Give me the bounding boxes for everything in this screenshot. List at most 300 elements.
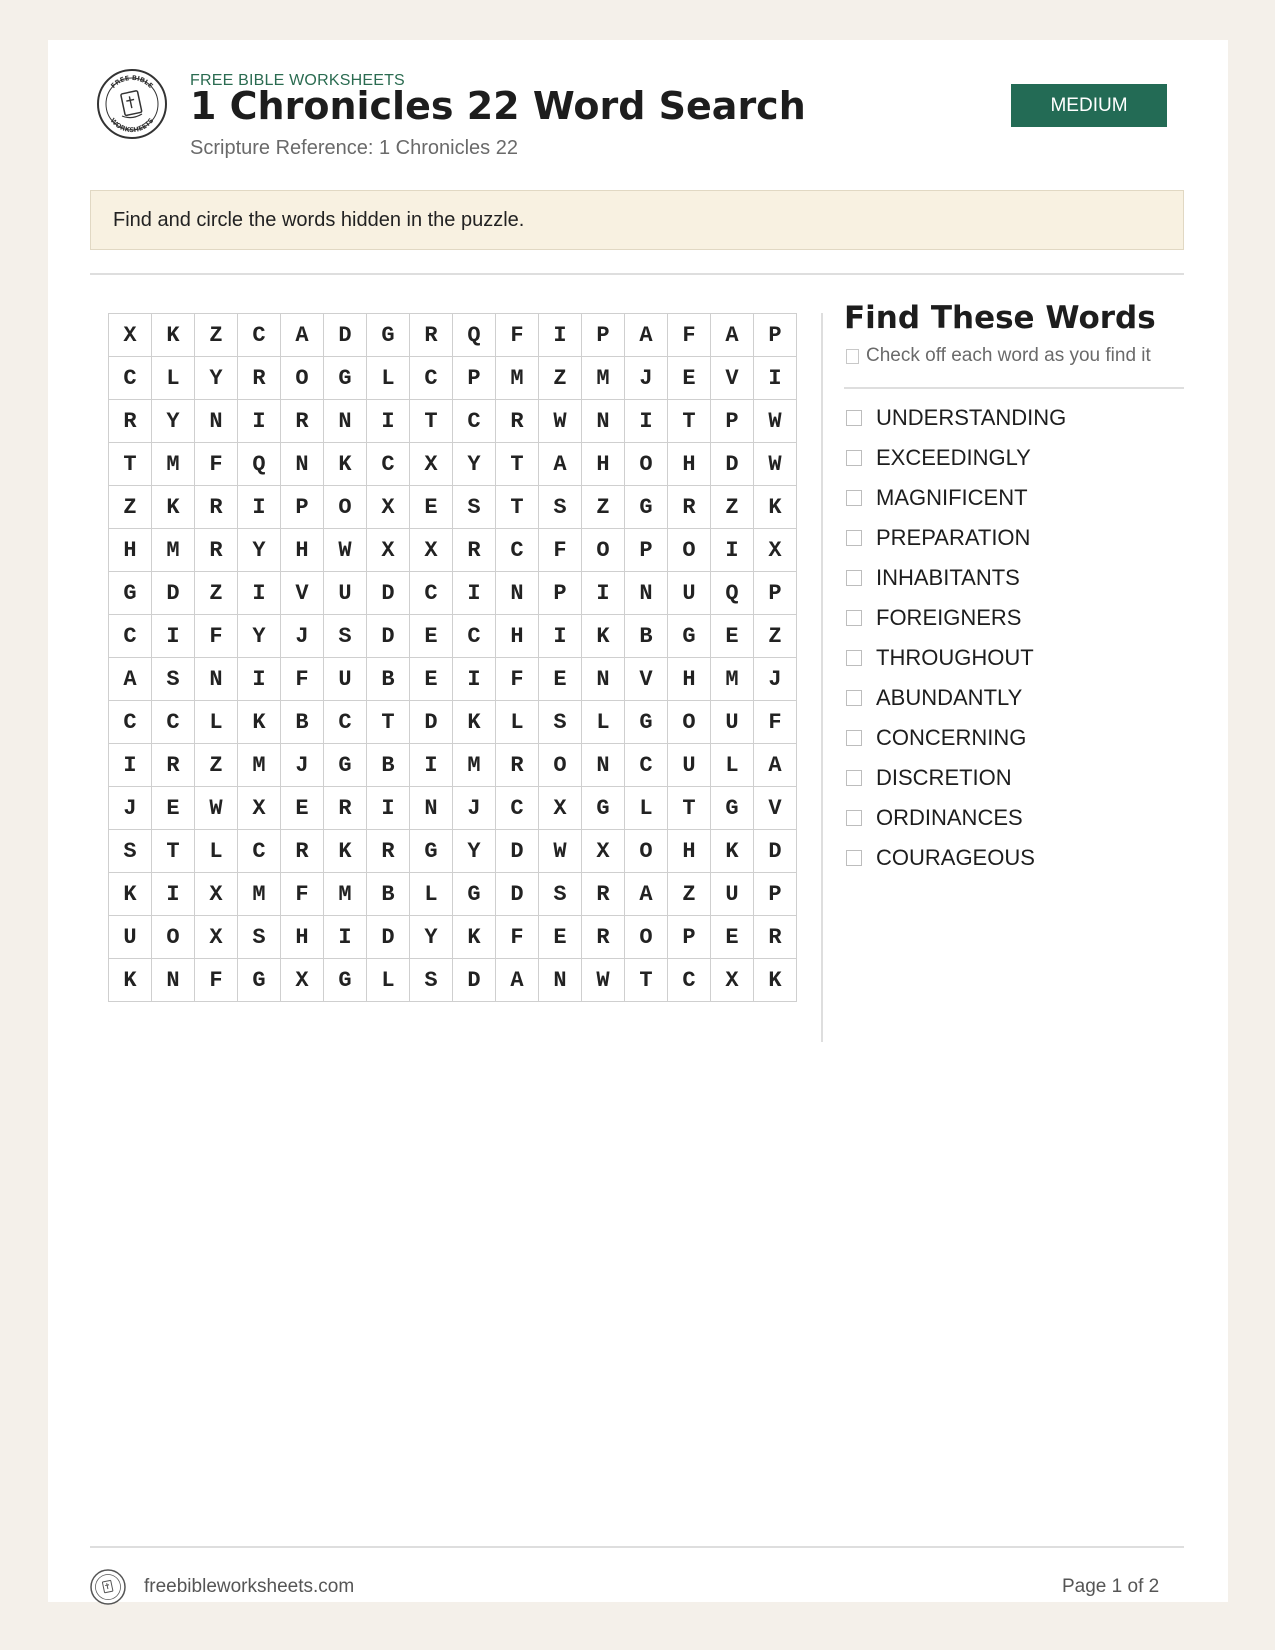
grid-cell[interactable]: O bbox=[625, 916, 668, 959]
grid-row bbox=[109, 744, 797, 787]
grid-cell[interactable]: N bbox=[195, 658, 238, 701]
grid-cell[interactable]: S bbox=[453, 486, 496, 529]
grid-cell[interactable]: P bbox=[754, 572, 797, 615]
grid-cell[interactable]: N bbox=[152, 959, 195, 1002]
grid-cell[interactable]: M bbox=[152, 443, 195, 486]
grid-cell[interactable]: K bbox=[711, 830, 754, 873]
grid-cell[interactable]: I bbox=[238, 572, 281, 615]
grid-cell[interactable]: G bbox=[668, 615, 711, 658]
grid-cell[interactable]: M bbox=[152, 529, 195, 572]
grid-cell[interactable]: B bbox=[367, 744, 410, 787]
grid-cell[interactable]: T bbox=[496, 443, 539, 486]
word-item[interactable] bbox=[844, 558, 1066, 598]
grid-cell[interactable]: F bbox=[195, 443, 238, 486]
grid-cell[interactable]: M bbox=[238, 744, 281, 787]
grid-cell[interactable]: L bbox=[711, 744, 754, 787]
grid-cell[interactable]: M bbox=[238, 873, 281, 916]
grid-cell[interactable]: I bbox=[410, 744, 453, 787]
grid-cell[interactable]: E bbox=[711, 615, 754, 658]
grid-cell[interactable]: P bbox=[711, 400, 754, 443]
grid-cell[interactable]: Z bbox=[195, 572, 238, 615]
grid-cell[interactable]: Q bbox=[711, 572, 754, 615]
grid-cell[interactable]: K bbox=[324, 443, 367, 486]
grid-cell[interactable]: I bbox=[324, 916, 367, 959]
checkbox-icon bbox=[846, 349, 859, 364]
grid-cell[interactable]: R bbox=[582, 916, 625, 959]
grid-cell[interactable]: C bbox=[324, 701, 367, 744]
grid-cell[interactable]: D bbox=[453, 959, 496, 1002]
grid-cell[interactable]: C bbox=[453, 615, 496, 658]
grid-cell[interactable]: D bbox=[754, 830, 797, 873]
grid-cell[interactable]: F bbox=[281, 658, 324, 701]
grid-cell[interactable]: W bbox=[539, 830, 582, 873]
word-checkbox[interactable] bbox=[846, 490, 862, 506]
grid-cell[interactable]: C bbox=[496, 529, 539, 572]
grid-cell[interactable]: I bbox=[152, 873, 195, 916]
grid-cell[interactable]: F bbox=[195, 615, 238, 658]
grid-cell[interactable]: U bbox=[668, 572, 711, 615]
grid-cell[interactable]: P bbox=[754, 314, 797, 357]
grid-cell[interactable]: M bbox=[582, 357, 625, 400]
grid-cell[interactable]: R bbox=[453, 529, 496, 572]
grid-cell[interactable]: B bbox=[367, 873, 410, 916]
grid-cell[interactable]: M bbox=[453, 744, 496, 787]
grid-cell[interactable]: O bbox=[625, 443, 668, 486]
grid-row bbox=[109, 701, 797, 744]
grid-cell[interactable]: L bbox=[496, 701, 539, 744]
grid-cell[interactable]: C bbox=[453, 400, 496, 443]
word-label: MAGNIFICENT bbox=[876, 485, 1028, 510]
word-item[interactable] bbox=[844, 798, 1066, 838]
grid-cell[interactable]: W bbox=[539, 400, 582, 443]
grid-cell[interactable]: C bbox=[367, 443, 410, 486]
grid-cell[interactable]: M bbox=[711, 658, 754, 701]
grid-row bbox=[109, 486, 797, 529]
word-item[interactable] bbox=[844, 398, 1066, 438]
grid-cell[interactable]: I bbox=[582, 572, 625, 615]
grid-cell[interactable]: X bbox=[582, 830, 625, 873]
grid-cell[interactable]: G bbox=[453, 873, 496, 916]
grid-cell[interactable]: Y bbox=[410, 916, 453, 959]
grid-cell[interactable]: V bbox=[281, 572, 324, 615]
grid-cell[interactable]: E bbox=[152, 787, 195, 830]
grid-cell[interactable]: H bbox=[582, 443, 625, 486]
grid-cell[interactable]: W bbox=[754, 400, 797, 443]
grid-cell[interactable]: P bbox=[453, 357, 496, 400]
grid-cell[interactable]: H bbox=[109, 529, 152, 572]
grid-cell[interactable]: Z bbox=[195, 744, 238, 787]
bible-seal-logo-icon bbox=[96, 68, 168, 140]
grid-cell[interactable]: C bbox=[410, 357, 453, 400]
footer-website: freebibleworksheets.com bbox=[144, 1576, 355, 1597]
grid-cell[interactable]: K bbox=[152, 486, 195, 529]
grid-cell[interactable]: I bbox=[453, 572, 496, 615]
grid-cell[interactable]: U bbox=[711, 701, 754, 744]
word-item[interactable] bbox=[844, 758, 1066, 798]
grid-cell[interactable]: I bbox=[754, 357, 797, 400]
grid-cell[interactable]: O bbox=[668, 529, 711, 572]
grid-cell[interactable]: Z bbox=[109, 486, 152, 529]
grid-cell[interactable]: C bbox=[238, 830, 281, 873]
word-label: CONCERNING bbox=[876, 725, 1027, 750]
grid-cell[interactable]: I bbox=[238, 486, 281, 529]
grid-cell[interactable]: N bbox=[281, 443, 324, 486]
grid-cell[interactable]: C bbox=[152, 701, 195, 744]
grid-cell[interactable]: R bbox=[582, 873, 625, 916]
grid-cell[interactable]: X bbox=[109, 314, 152, 357]
grid-cell[interactable]: R bbox=[496, 400, 539, 443]
word-checkbox[interactable] bbox=[846, 730, 862, 746]
grid-cell[interactable]: J bbox=[109, 787, 152, 830]
grid-row bbox=[109, 572, 797, 615]
grid-cell[interactable]: G bbox=[109, 572, 152, 615]
grid-cell[interactable]: F bbox=[496, 916, 539, 959]
grid-cell[interactable]: Y bbox=[238, 529, 281, 572]
grid-cell[interactable]: G bbox=[582, 787, 625, 830]
grid-cell[interactable]: L bbox=[152, 357, 195, 400]
grid-cell[interactable]: O bbox=[625, 830, 668, 873]
grid-cell[interactable]: N bbox=[582, 400, 625, 443]
grid-cell[interactable]: I bbox=[238, 400, 281, 443]
grid-cell[interactable]: N bbox=[582, 744, 625, 787]
word-checkbox[interactable] bbox=[846, 770, 862, 786]
grid-cell[interactable]: I bbox=[367, 400, 410, 443]
word-item[interactable] bbox=[844, 598, 1066, 638]
grid-cell[interactable]: J bbox=[625, 357, 668, 400]
instructions-text: Find and circle the words hidden in the puzzle. bbox=[113, 208, 525, 231]
grid-cell[interactable]: E bbox=[711, 916, 754, 959]
grid-cell[interactable]: P bbox=[625, 529, 668, 572]
grid-cell[interactable]: E bbox=[539, 916, 582, 959]
grid-cell[interactable]: D bbox=[367, 615, 410, 658]
grid-cell[interactable]: M bbox=[496, 357, 539, 400]
grid-cell[interactable]: O bbox=[668, 701, 711, 744]
grid-cell[interactable]: C bbox=[496, 787, 539, 830]
grid-cell[interactable]: C bbox=[109, 615, 152, 658]
grid-cell[interactable]: W bbox=[324, 529, 367, 572]
grid-cell[interactable]: T bbox=[367, 701, 410, 744]
grid-cell[interactable]: D bbox=[152, 572, 195, 615]
grid-cell[interactable]: X bbox=[711, 959, 754, 1002]
grid-cell[interactable]: N bbox=[496, 572, 539, 615]
grid-cell[interactable]: X bbox=[367, 486, 410, 529]
grid-cell[interactable]: D bbox=[410, 701, 453, 744]
grid-cell[interactable]: R bbox=[238, 357, 281, 400]
grid-cell[interactable]: Z bbox=[582, 486, 625, 529]
grid-cell[interactable]: G bbox=[625, 486, 668, 529]
grid-cell[interactable]: R bbox=[410, 314, 453, 357]
grid-cell[interactable]: J bbox=[453, 787, 496, 830]
grid-cell[interactable]: L bbox=[410, 873, 453, 916]
grid-cell[interactable]: A bbox=[754, 744, 797, 787]
word-item[interactable] bbox=[844, 838, 1066, 878]
grid-cell[interactable]: F bbox=[539, 529, 582, 572]
grid-cell[interactable]: H bbox=[668, 658, 711, 701]
grid-cell[interactable]: F bbox=[496, 314, 539, 357]
grid-cell[interactable]: C bbox=[668, 959, 711, 1002]
grid-cell[interactable]: R bbox=[195, 486, 238, 529]
grid-cell[interactable]: I bbox=[152, 615, 195, 658]
grid-cell[interactable]: Z bbox=[668, 873, 711, 916]
grid-cell[interactable]: V bbox=[711, 357, 754, 400]
grid-cell[interactable]: T bbox=[668, 400, 711, 443]
grid-cell[interactable]: G bbox=[324, 959, 367, 1002]
grid-cell[interactable]: U bbox=[711, 873, 754, 916]
grid-cell[interactable]: P bbox=[539, 572, 582, 615]
word-checkbox[interactable] bbox=[846, 810, 862, 826]
grid-cell[interactable]: S bbox=[324, 615, 367, 658]
grid-cell[interactable]: B bbox=[367, 658, 410, 701]
grid-cell[interactable]: P bbox=[754, 873, 797, 916]
grid-cell[interactable]: W bbox=[754, 443, 797, 486]
grid-cell[interactable]: K bbox=[754, 959, 797, 1002]
grid-cell[interactable]: M bbox=[324, 873, 367, 916]
grid-cell[interactable]: X bbox=[238, 787, 281, 830]
grid-cell[interactable]: U bbox=[324, 658, 367, 701]
grid-cell[interactable]: A bbox=[539, 443, 582, 486]
grid-cell[interactable]: Y bbox=[453, 830, 496, 873]
word-item[interactable] bbox=[844, 638, 1066, 678]
grid-cell[interactable]: X bbox=[195, 916, 238, 959]
grid-cell[interactable]: G bbox=[711, 787, 754, 830]
grid-cell[interactable]: B bbox=[625, 615, 668, 658]
grid-cell[interactable]: T bbox=[496, 486, 539, 529]
word-item[interactable] bbox=[844, 518, 1066, 558]
grid-cell[interactable]: N bbox=[410, 787, 453, 830]
grid-cell[interactable]: E bbox=[410, 658, 453, 701]
grid-cell[interactable]: P bbox=[668, 916, 711, 959]
grid-cell[interactable]: Y bbox=[152, 400, 195, 443]
bible-seal-footer-icon bbox=[90, 1569, 126, 1605]
grid-cell[interactable]: N bbox=[324, 400, 367, 443]
grid-cell[interactable]: G bbox=[367, 314, 410, 357]
grid-cell[interactable]: C bbox=[238, 314, 281, 357]
grid-cell[interactable]: I bbox=[625, 400, 668, 443]
grid-cell[interactable]: A bbox=[109, 658, 152, 701]
word-checkbox[interactable] bbox=[846, 570, 862, 586]
grid-cell[interactable]: L bbox=[367, 357, 410, 400]
grid-cell[interactable]: X bbox=[539, 787, 582, 830]
grid-cell[interactable]: Y bbox=[453, 443, 496, 486]
grid-cell[interactable]: I bbox=[453, 658, 496, 701]
vertical-divider bbox=[821, 313, 823, 1042]
grid-cell[interactable]: I bbox=[711, 529, 754, 572]
grid-cell[interactable]: T bbox=[152, 830, 195, 873]
grid-cell[interactable]: K bbox=[754, 486, 797, 529]
grid-cell[interactable]: N bbox=[582, 658, 625, 701]
grid-cell[interactable]: S bbox=[539, 701, 582, 744]
grid-cell[interactable]: U bbox=[324, 572, 367, 615]
grid-cell[interactable]: A bbox=[625, 314, 668, 357]
grid-cell[interactable]: A bbox=[711, 314, 754, 357]
grid-cell[interactable]: I bbox=[539, 615, 582, 658]
grid-cell[interactable]: H bbox=[281, 529, 324, 572]
grid-cell[interactable]: P bbox=[281, 486, 324, 529]
grid-cell[interactable]: A bbox=[625, 873, 668, 916]
grid-cell[interactable]: X bbox=[410, 529, 453, 572]
grid-cell[interactable]: I bbox=[367, 787, 410, 830]
grid-cell[interactable]: R bbox=[668, 486, 711, 529]
grid-cell[interactable]: Y bbox=[238, 615, 281, 658]
grid-cell[interactable]: N bbox=[195, 400, 238, 443]
grid-cell[interactable]: N bbox=[625, 572, 668, 615]
grid-cell[interactable]: Z bbox=[539, 357, 582, 400]
grid-cell[interactable]: O bbox=[324, 486, 367, 529]
grid-cell[interactable]: E bbox=[410, 615, 453, 658]
word-checkbox[interactable] bbox=[846, 410, 862, 426]
grid-cell[interactable]: F bbox=[496, 658, 539, 701]
grid-cell[interactable]: A bbox=[281, 314, 324, 357]
grid-cell[interactable]: S bbox=[238, 916, 281, 959]
grid-cell[interactable]: P bbox=[582, 314, 625, 357]
grid-cell[interactable]: S bbox=[539, 486, 582, 529]
grid-cell[interactable]: D bbox=[711, 443, 754, 486]
grid-cell[interactable]: Y bbox=[195, 357, 238, 400]
grid-cell[interactable]: E bbox=[539, 658, 582, 701]
grid-cell[interactable]: R bbox=[109, 400, 152, 443]
grid-cell[interactable]: E bbox=[668, 357, 711, 400]
grid-cell[interactable]: T bbox=[625, 959, 668, 1002]
grid-row bbox=[109, 873, 797, 916]
grid-cell[interactable]: R bbox=[281, 830, 324, 873]
grid-cell[interactable]: V bbox=[625, 658, 668, 701]
grid-cell[interactable]: E bbox=[281, 787, 324, 830]
grid-cell[interactable]: G bbox=[238, 959, 281, 1002]
grid-cell[interactable]: L bbox=[582, 701, 625, 744]
grid-cell[interactable]: X bbox=[281, 959, 324, 1002]
word-checkbox[interactable] bbox=[846, 650, 862, 666]
grid-cell[interactable]: R bbox=[195, 529, 238, 572]
grid-cell[interactable]: D bbox=[324, 314, 367, 357]
grid-cell[interactable]: B bbox=[281, 701, 324, 744]
grid-cell[interactable]: C bbox=[625, 744, 668, 787]
grid-cell[interactable]: U bbox=[668, 744, 711, 787]
word-checkbox[interactable] bbox=[846, 530, 862, 546]
grid-cell[interactable]: W bbox=[582, 959, 625, 1002]
grid-cell[interactable]: K bbox=[453, 701, 496, 744]
grid-cell[interactable]: T bbox=[109, 443, 152, 486]
grid-cell[interactable]: O bbox=[582, 529, 625, 572]
grid-cell[interactable]: J bbox=[754, 658, 797, 701]
grid-cell[interactable]: J bbox=[281, 744, 324, 787]
grid-cell[interactable]: L bbox=[625, 787, 668, 830]
grid-cell[interactable]: L bbox=[195, 830, 238, 873]
grid-cell[interactable]: W bbox=[195, 787, 238, 830]
grid-cell[interactable]: Z bbox=[195, 314, 238, 357]
grid-cell[interactable]: R bbox=[281, 400, 324, 443]
worksheet-page bbox=[48, 40, 1228, 1602]
grid-cell[interactable]: K bbox=[238, 701, 281, 744]
page-title: 1 Chronicles 22 Word Search bbox=[190, 84, 806, 128]
grid-cell[interactable]: Z bbox=[754, 615, 797, 658]
grid-cell[interactable]: S bbox=[109, 830, 152, 873]
grid-cell[interactable]: C bbox=[109, 701, 152, 744]
grid-cell[interactable]: F bbox=[668, 314, 711, 357]
grid-cell[interactable]: H bbox=[668, 830, 711, 873]
word-item[interactable] bbox=[844, 678, 1066, 718]
grid-cell[interactable]: X bbox=[410, 443, 453, 486]
grid-cell[interactable]: K bbox=[109, 959, 152, 1002]
word-item[interactable] bbox=[844, 718, 1066, 758]
grid-cell[interactable]: I bbox=[539, 314, 582, 357]
grid-cell[interactable]: D bbox=[496, 830, 539, 873]
word-checkbox[interactable] bbox=[846, 610, 862, 626]
grid-cell[interactable]: D bbox=[367, 572, 410, 615]
grid-cell[interactable]: R bbox=[367, 830, 410, 873]
grid-cell[interactable]: G bbox=[324, 357, 367, 400]
grid-cell[interactable]: Q bbox=[453, 314, 496, 357]
grid-cell[interactable]: H bbox=[281, 916, 324, 959]
grid-cell[interactable]: R bbox=[496, 744, 539, 787]
grid-cell[interactable]: Z bbox=[711, 486, 754, 529]
grid-cell[interactable]: I bbox=[109, 744, 152, 787]
word-checkbox[interactable] bbox=[846, 850, 862, 866]
grid-cell[interactable]: J bbox=[281, 615, 324, 658]
grid-cell[interactable]: S bbox=[410, 959, 453, 1002]
grid-cell[interactable]: K bbox=[109, 873, 152, 916]
grid-row bbox=[109, 959, 797, 1002]
grid-cell[interactable]: E bbox=[410, 486, 453, 529]
grid-cell[interactable]: X bbox=[754, 529, 797, 572]
grid-cell[interactable]: U bbox=[109, 916, 152, 959]
grid-cell[interactable]: F bbox=[281, 873, 324, 916]
page-number: Page 1 of 2 bbox=[1062, 1576, 1160, 1597]
word-label: ABUNDANTLY bbox=[876, 685, 1023, 710]
grid-cell[interactable]: G bbox=[324, 744, 367, 787]
word-checkbox[interactable] bbox=[846, 690, 862, 706]
grid-cell[interactable]: Q bbox=[238, 443, 281, 486]
grid-cell[interactable]: K bbox=[152, 314, 195, 357]
grid-cell[interactable]: D bbox=[496, 873, 539, 916]
grid-cell[interactable]: K bbox=[582, 615, 625, 658]
grid-cell[interactable]: A bbox=[496, 959, 539, 1002]
grid-cell[interactable]: R bbox=[324, 787, 367, 830]
grid-cell[interactable]: G bbox=[410, 830, 453, 873]
grid-cell[interactable]: L bbox=[367, 959, 410, 1002]
grid-cell[interactable]: C bbox=[410, 572, 453, 615]
scripture-reference: Scripture Reference: 1 Chronicles 22 bbox=[190, 137, 518, 159]
grid-cell[interactable]: D bbox=[367, 916, 410, 959]
grid-cell[interactable]: T bbox=[668, 787, 711, 830]
grid-cell[interactable]: R bbox=[152, 744, 195, 787]
grid-cell[interactable]: O bbox=[539, 744, 582, 787]
grid-cell[interactable]: V bbox=[754, 787, 797, 830]
word-checkbox[interactable] bbox=[846, 450, 862, 466]
grid-cell[interactable]: O bbox=[281, 357, 324, 400]
grid-cell[interactable]: S bbox=[539, 873, 582, 916]
grid-cell[interactable]: I bbox=[238, 658, 281, 701]
word-item[interactable] bbox=[844, 478, 1066, 518]
grid-row bbox=[109, 529, 797, 572]
grid-cell[interactable]: C bbox=[109, 357, 152, 400]
grid-cell[interactable]: L bbox=[195, 701, 238, 744]
grid-cell[interactable]: R bbox=[754, 916, 797, 959]
word-item[interactable] bbox=[844, 438, 1066, 478]
grid-cell[interactable]: S bbox=[152, 658, 195, 701]
grid-cell[interactable]: F bbox=[195, 959, 238, 1002]
grid-cell[interactable]: X bbox=[367, 529, 410, 572]
grid-cell[interactable]: N bbox=[539, 959, 582, 1002]
grid-cell[interactable]: H bbox=[496, 615, 539, 658]
grid-cell[interactable]: X bbox=[195, 873, 238, 916]
grid-cell[interactable]: O bbox=[152, 916, 195, 959]
grid-cell[interactable]: K bbox=[453, 916, 496, 959]
grid-cell[interactable]: K bbox=[324, 830, 367, 873]
grid-cell[interactable]: F bbox=[754, 701, 797, 744]
grid-cell[interactable]: G bbox=[625, 701, 668, 744]
grid-cell[interactable]: T bbox=[410, 400, 453, 443]
grid-cell[interactable]: H bbox=[668, 443, 711, 486]
